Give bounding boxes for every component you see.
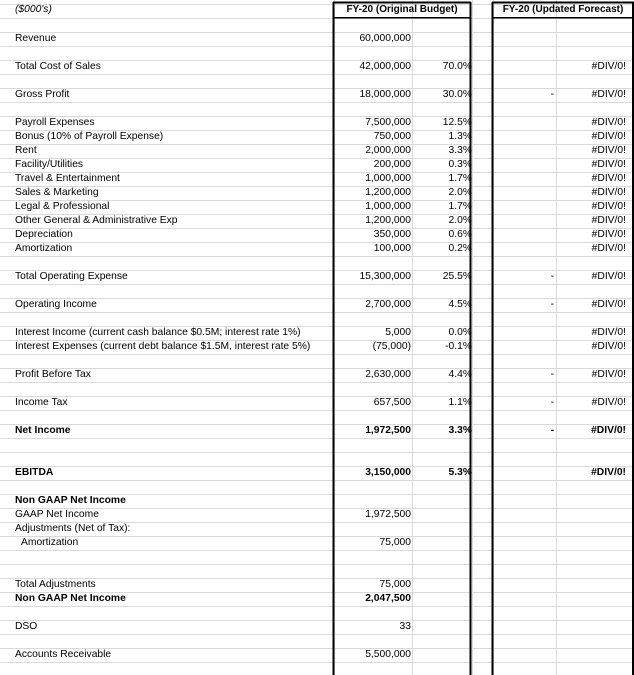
income-tax-label: Income Tax [15, 397, 68, 408]
header-original-budget[interactable]: FY-20 (Original Budget) [346, 4, 458, 15]
opex-pct[interactable]: 1.3% [448, 131, 472, 142]
operating-income-budget[interactable]: 2,700,000 [365, 299, 411, 310]
opex-pct[interactable]: 0.6% [448, 229, 472, 240]
opex-pct[interactable]: 0.2% [448, 243, 472, 254]
opex-forecast-pct[interactable]: #DIV/0! [591, 229, 626, 240]
net-income-budget[interactable]: 1,972,500 [365, 425, 411, 436]
opex-pct[interactable]: 1.7% [448, 201, 472, 212]
non-gaap-total-budget[interactable]: 2,047,500 [365, 593, 411, 604]
opex-label: Facility/Utilities [15, 159, 84, 170]
ebitda-forecast-pct[interactable]: #DIV/0! [591, 467, 626, 478]
opex-label: Legal & Professional [15, 201, 110, 212]
interest-expense-forecast-pct[interactable]: #DIV/0! [591, 341, 626, 352]
opex-forecast-pct[interactable]: #DIV/0! [591, 131, 626, 142]
dso-label: DSO [15, 621, 38, 632]
total-cos-label: Total Cost of Sales [15, 61, 101, 72]
opex-budget[interactable]: 2,000,000 [365, 145, 411, 156]
opex-budget[interactable]: 1,000,000 [365, 173, 411, 184]
pbt-label: Profit Before Tax [15, 369, 91, 380]
opex-forecast-pct[interactable]: #DIV/0! [591, 201, 626, 212]
opex-label: Amortization [15, 243, 73, 254]
gaap-net-income-label: GAAP Net Income [15, 509, 99, 520]
gross-profit-forecast-pct[interactable]: #DIV/0! [591, 89, 626, 100]
revenue-label: Revenue [15, 33, 57, 44]
interest-income-pct[interactable]: 0.0% [448, 327, 472, 338]
opex-budget[interactable]: 1,000,000 [365, 201, 411, 212]
opex-pct[interactable]: 3.3% [448, 145, 472, 156]
interest-expense-pct[interactable]: -0.1% [445, 341, 472, 352]
gaap-net-income-budget[interactable]: 1,972,500 [365, 509, 411, 520]
non-gaap-total-label: Non GAAP Net Income [15, 593, 126, 604]
operating-income-pct[interactable]: 4.5% [448, 299, 472, 310]
pbt-forecast-pct[interactable]: #DIV/0! [591, 369, 626, 380]
total-opex-forecast[interactable]: - [550, 271, 554, 282]
ebitda-pct[interactable]: 5.3% [448, 467, 472, 478]
opex-budget[interactable]: 200,000 [373, 159, 411, 170]
opex-pct[interactable]: 2.0% [448, 187, 472, 198]
income-tax-forecast[interactable]: - [550, 397, 554, 408]
opex-budget[interactable]: 1,200,000 [365, 187, 411, 198]
net-income-label: Net Income [15, 425, 71, 436]
operating-income-forecast-pct[interactable]: #DIV/0! [591, 299, 626, 310]
opex-forecast-pct[interactable]: #DIV/0! [591, 243, 626, 254]
opex-forecast-pct[interactable]: #DIV/0! [591, 215, 626, 226]
income-tax-forecast-pct[interactable]: #DIV/0! [591, 397, 626, 408]
gross-profit-budget[interactable]: 18,000,000 [359, 89, 411, 100]
opex-label: Sales & Marketing [15, 187, 99, 198]
income-tax-budget[interactable]: 657,500 [373, 397, 411, 408]
ar-budget[interactable]: 5,500,000 [365, 649, 411, 660]
adjustments-label: Adjustments (Net of Tax): [15, 523, 131, 534]
operating-income-forecast[interactable]: - [550, 299, 554, 310]
units-label: ($000's) [15, 4, 52, 15]
total-opex-budget[interactable]: 15,300,000 [359, 271, 411, 282]
total-cos-budget[interactable]: 42,000,000 [359, 61, 411, 72]
opex-pct[interactable]: 1.7% [448, 173, 472, 184]
interest-income-forecast-pct[interactable]: #DIV/0! [591, 327, 626, 338]
total-opex-pct[interactable]: 25.5% [442, 271, 472, 282]
opex-label: Payroll Expenses [15, 117, 95, 128]
opex-budget[interactable]: 350,000 [373, 229, 411, 240]
ebitda-budget[interactable]: 3,150,000 [365, 467, 411, 478]
pbt-budget[interactable]: 2,630,000 [365, 369, 411, 380]
opex-budget[interactable]: 750,000 [373, 131, 411, 142]
ebitda-label: EBITDA [15, 467, 54, 478]
opex-forecast-pct[interactable]: #DIV/0! [591, 173, 626, 184]
opex-pct[interactable]: 12.5% [442, 117, 472, 128]
ar-label: Accounts Receivable [15, 649, 112, 660]
gross-profit-forecast[interactable]: - [550, 89, 554, 100]
opex-budget[interactable]: 100,000 [373, 243, 411, 254]
total-cos-pct[interactable]: 70.0% [442, 61, 472, 72]
net-income-forecast[interactable]: - [550, 425, 554, 436]
opex-forecast-pct[interactable]: #DIV/0! [591, 117, 626, 128]
opex-budget[interactable]: 1,200,000 [365, 215, 411, 226]
opex-forecast-pct[interactable]: #DIV/0! [591, 187, 626, 198]
total-cos-forecast-pct[interactable]: #DIV/0! [591, 61, 626, 72]
total-adjustments-budget[interactable]: 75,000 [379, 579, 411, 590]
non-gaap-header: Non GAAP Net Income [15, 495, 126, 506]
opex-pct[interactable]: 2.0% [448, 215, 472, 226]
total-opex-forecast-pct[interactable]: #DIV/0! [591, 271, 626, 282]
opex-label: Travel & Entertainment [15, 173, 120, 184]
interest-income-label: Interest Income (current cash balance $0.5M; interest rate 1%) [15, 327, 301, 338]
pbt-forecast[interactable]: - [550, 369, 554, 380]
interest-expense-label: Interest Expenses (current debt balance $1.5M, interest rate 5%) [15, 341, 311, 352]
net-income-forecast-pct[interactable]: #DIV/0! [591, 425, 626, 436]
revenue-budget[interactable]: 60,000,000 [359, 33, 411, 44]
operating-income-label: Operating Income [15, 299, 97, 310]
opex-label: Depreciation [15, 229, 73, 240]
opex-forecast-pct[interactable]: #DIV/0! [591, 145, 626, 156]
income-tax-pct[interactable]: 1.1% [448, 397, 472, 408]
opex-label: Rent [15, 145, 37, 156]
adj-amortization-label: Amortization [21, 537, 79, 548]
opex-label: Other General & Administrative Exp [15, 215, 178, 226]
interest-income-budget[interactable]: 5,000 [385, 327, 411, 338]
total-opex-label: Total Operating Expense [15, 271, 128, 282]
opex-forecast-pct[interactable]: #DIV/0! [591, 159, 626, 170]
gross-profit-pct[interactable]: 30.0% [442, 89, 472, 100]
opex-label: Bonus (10% of Payroll Expense) [15, 131, 164, 142]
header-updated-forecast[interactable]: FY-20 (Updated Forecast) [502, 4, 624, 15]
interest-expense-budget[interactable]: (75,000) [372, 341, 411, 352]
total-adjustments-label: Total Adjustments [15, 579, 96, 590]
opex-pct[interactable]: 0.3% [448, 159, 472, 170]
dso-budget[interactable]: 33 [399, 621, 411, 632]
adj-amortization-budget[interactable]: 75,000 [379, 537, 411, 548]
net-income-pct[interactable]: 3.3% [448, 425, 472, 436]
pbt-pct[interactable]: 4.4% [448, 369, 472, 380]
gross-profit-label: Gross Profit [15, 89, 70, 100]
opex-budget[interactable]: 7,500,000 [365, 117, 411, 128]
